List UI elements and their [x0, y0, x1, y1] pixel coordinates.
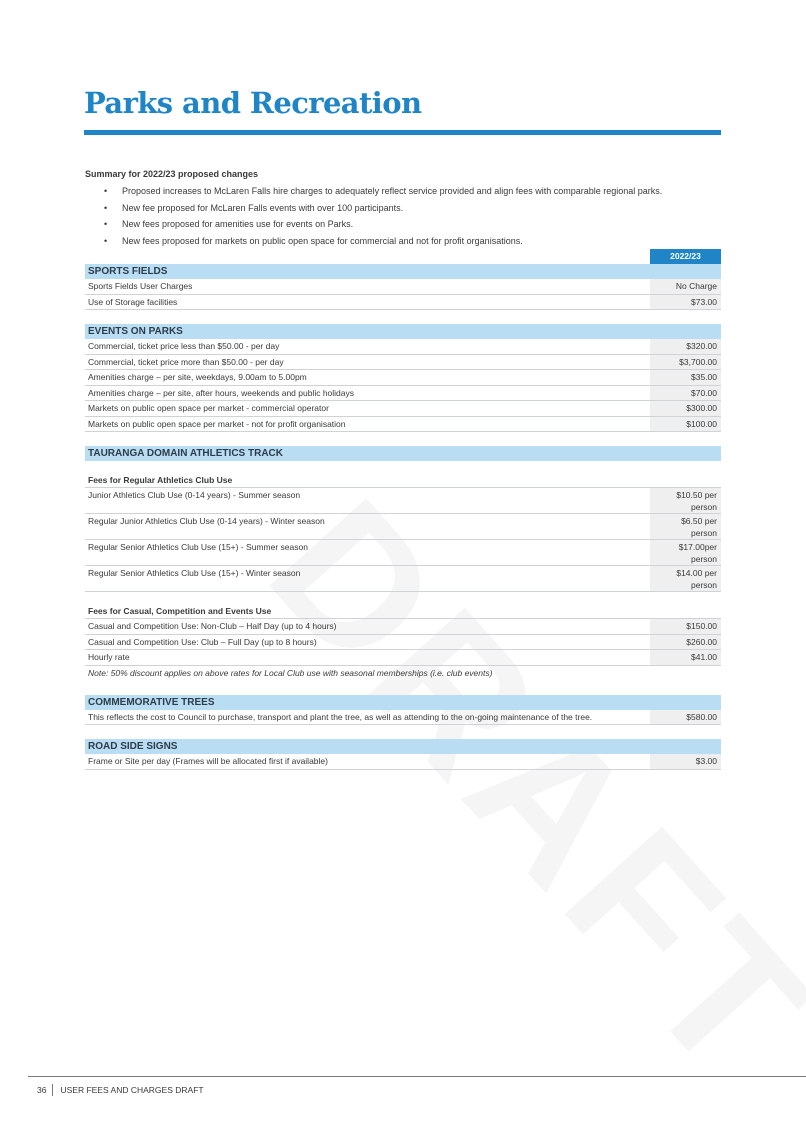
- table-row: [85, 295, 721, 311]
- table-row: [85, 754, 721, 770]
- row-price: $100.00: [650, 417, 721, 432]
- footer-label: USER FEES AND CHARGES DRAFT: [60, 1085, 204, 1095]
- section-heading-commemorative-trees: COMMEMORATIVE TREES: [85, 695, 721, 710]
- row-price: $3.00: [650, 754, 721, 769]
- row-description: Sports Fields User Charges: [88, 281, 193, 291]
- row-price: $3,700.00: [650, 355, 721, 370]
- table-row: [85, 339, 721, 355]
- row-description: Casual and Competition Use: Non-Club – Half Day (up to 4 hours): [88, 621, 337, 631]
- row-price: $35.00: [650, 370, 721, 385]
- row-description: Commercial, ticket price more than $50.00 - per day: [88, 356, 284, 367]
- row-price: $300.00: [650, 401, 721, 416]
- row-price: $260.00: [650, 635, 721, 650]
- table-row: [85, 514, 721, 540]
- table-row: [85, 279, 721, 295]
- bullet-icon: •: [104, 235, 108, 246]
- section-heading-sports-fields: SPORTS FIELDS: [85, 264, 721, 279]
- page-footer: [37, 1084, 204, 1096]
- year-header-row: [85, 249, 721, 264]
- summary-section: [85, 167, 721, 249]
- row-price: $17.00per person: [650, 540, 721, 565]
- page-number: 36: [37, 1085, 47, 1095]
- discount-note: Note: 50% discount applies on above rates for Local Club use with seasonal memberships (i.e. club events): [88, 667, 493, 678]
- page-title: Parks and Recreation: [84, 86, 422, 120]
- summary-heading: Summary for 2022/23 proposed changes: [85, 169, 259, 179]
- table-row: [85, 635, 721, 651]
- summary-bullet: • New fees proposed for markets on public open space for commercial and not for profit organisations.: [85, 233, 721, 250]
- row-description: Regular Junior Athletics Club Use (0-14 years) - Winter season: [88, 516, 325, 526]
- table-row: [85, 488, 721, 514]
- row-description: Regular Senior Athletics Club Use (15+) - Summer season: [88, 542, 308, 552]
- row-description: This reflects the cost to Council to purchase, transport and plant the tree, as well as attending to the on-going maintenance of the tree.: [88, 711, 593, 722]
- table-row: [85, 650, 721, 666]
- row-description: Amenities charge – per site, after hours, weekends and public holidays: [88, 387, 355, 398]
- row-description: Frame or Site per day (Frames will be allocated first if available): [88, 756, 328, 766]
- row-description: Casual and Competition Use: Club – Full Day (up to 8 hours): [88, 636, 317, 647]
- table-row: [85, 401, 721, 417]
- row-price: $14.00 per person: [650, 566, 721, 591]
- row-description: Markets on public open space per market - commercial operator: [88, 403, 329, 413]
- summary-bullet: • New fees proposed for amenities use for events on Parks.: [85, 216, 721, 233]
- section-heading-athletics-track: TAURANGA DOMAIN ATHLETICS TRACK: [85, 446, 721, 461]
- footer-separator: [52, 1084, 53, 1096]
- row-description: Regular Senior Athletics Club Use (15+) - Winter season: [88, 568, 301, 578]
- row-description: Amenities charge – per site, weekdays, 9.00am to 5.00pm: [88, 372, 307, 382]
- row-price: $73.00: [650, 295, 721, 310]
- footer-divider: [28, 1076, 806, 1077]
- row-price: $6.50 per person: [650, 514, 721, 539]
- bullet-icon: •: [104, 219, 108, 229]
- row-price: No Charge: [650, 279, 721, 294]
- summary-bullet-list: [85, 183, 721, 249]
- table-row: [85, 386, 721, 402]
- year-column-header: 2022/23: [650, 249, 721, 264]
- row-price: $150.00: [650, 619, 721, 634]
- row-price: $70.00: [650, 386, 721, 401]
- row-price: $320.00: [650, 339, 721, 354]
- bullet-icon: •: [104, 202, 108, 213]
- table-row: [85, 355, 721, 371]
- section-heading-events-on-parks: EVENTS ON PARKS: [85, 324, 721, 339]
- table-row: [85, 710, 721, 726]
- summary-bullet: • Proposed increases to McLaren Falls hire charges to adequately reflect service provided and align fees with comparable regional parks.: [85, 183, 721, 200]
- summary-bullet: • New fee proposed for McLaren Falls events with over 100 participants.: [85, 200, 721, 217]
- table-row: [85, 619, 721, 635]
- row-description: Commercial, ticket price less than $50.00 - per day: [88, 341, 280, 351]
- section-heading-road-side-signs: ROAD SIDE SIGNS: [85, 739, 721, 754]
- table-row: [85, 566, 721, 592]
- fees-table: [85, 249, 721, 770]
- row-description: Markets on public open space per market - not for profit organisation: [88, 418, 346, 429]
- row-description: Use of Storage facilities: [88, 296, 178, 307]
- row-description: Junior Athletics Club Use (0-14 years) - Summer season: [88, 490, 301, 500]
- row-price: $41.00: [650, 650, 721, 665]
- table-row: [85, 370, 721, 386]
- table-row: [85, 417, 721, 433]
- row-description: Hourly rate: [88, 652, 130, 662]
- row-price: $10.50 per person: [650, 488, 721, 513]
- title-underline: [84, 130, 721, 135]
- table-row: [85, 540, 721, 566]
- subheading-regular-club-use: Fees for Regular Athletics Club Use: [85, 473, 721, 488]
- subheading-casual-competition-use: Fees for Casual, Competition and Events Use: [85, 604, 721, 619]
- row-price: $580.00: [650, 710, 721, 725]
- bullet-icon: •: [104, 186, 108, 196]
